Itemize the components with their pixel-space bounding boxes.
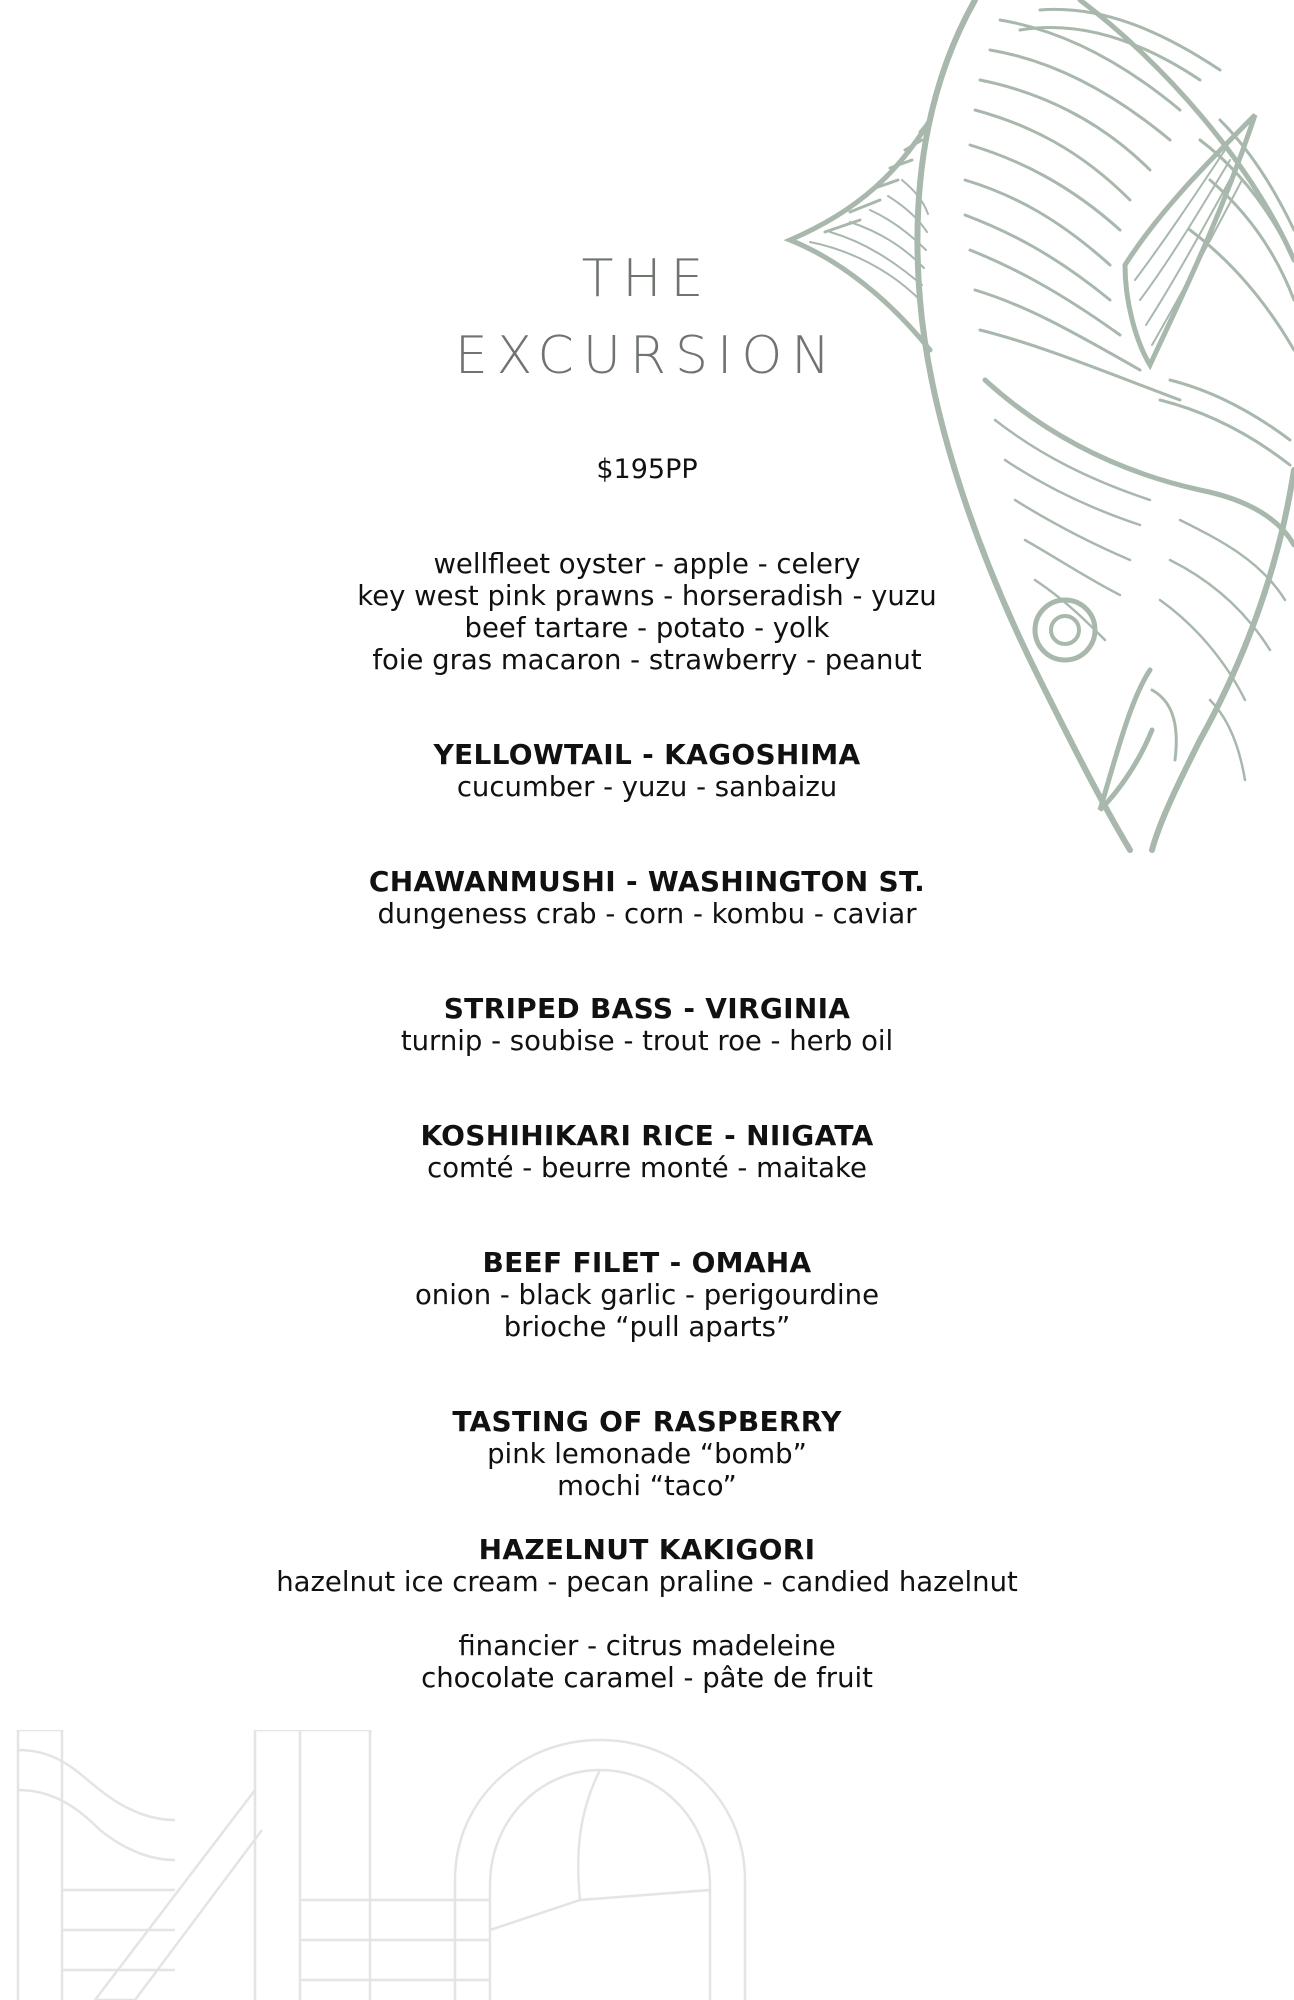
course-title: HAZELNUT KAKIGORI — [478, 1533, 816, 1566]
course-description: turnip - soubise - trout roe - herb oil — [400, 1025, 894, 1057]
menu-title-line-2: EXCURSION — [454, 326, 840, 386]
mignardise-item: chocolate caramel - pâte de fruit — [421, 1662, 873, 1694]
mignardises-section — [0, 1630, 1294, 1694]
menu-title-line-1: THE — [581, 249, 713, 309]
course-title: STRIPED BASS - VIRGINIA — [443, 992, 851, 1025]
course-title: BEEF FILET - OMAHA — [482, 1246, 812, 1279]
course-description: pink lemonade “bomb” — [487, 1438, 807, 1470]
course-description: dungeness crab - corn - kombu - caviar — [377, 898, 917, 930]
course-description: hazelnut ice cream - pecan praline - candied hazelnut — [276, 1566, 1018, 1598]
amuse-bouche-section — [0, 548, 1294, 676]
course-description: brioche “pull aparts” — [503, 1311, 791, 1343]
course-description: cucumber - yuzu - sanbaizu — [456, 771, 838, 803]
course-description: onion - black garlic - perigourdine — [414, 1279, 879, 1311]
course-beef-filet — [0, 1247, 1294, 1343]
amuse-item: beef tartare - potato - yolk — [464, 612, 830, 644]
course-chawanmushi — [0, 866, 1294, 930]
amuse-item: foie gras macaron - strawberry - peanut — [372, 644, 922, 676]
course-description: mochi “taco” — [557, 1470, 737, 1502]
restaurant-monogram-logo-icon — [0, 1730, 820, 2000]
course-yellowtail — [0, 739, 1294, 803]
course-striped-bass — [0, 993, 1294, 1057]
amuse-item: wellfleet oyster - apple - celery — [433, 548, 861, 580]
course-title: TASTING OF RASPBERRY — [452, 1405, 842, 1438]
amuse-item: key west pink prawns - horseradish - yuzu — [357, 580, 937, 612]
course-koshihikari-rice — [0, 1120, 1294, 1184]
course-tasting-of-raspberry — [0, 1406, 1294, 1502]
course-title: KOSHIHIKARI RICE - NIIGATA — [420, 1119, 874, 1152]
course-title: CHAWANMUSHI - WASHINGTON ST. — [368, 865, 926, 898]
menu-list — [0, 548, 1294, 1694]
price-per-person: $195PP — [596, 454, 698, 485]
course-title: YELLOWTAIL - KAGOSHIMA — [433, 738, 861, 771]
mignardise-item: financier - citrus madeleine — [458, 1630, 836, 1662]
course-hazelnut-kakigori — [0, 1534, 1294, 1598]
course-description: comté - beurre monté - maitake — [427, 1152, 867, 1184]
